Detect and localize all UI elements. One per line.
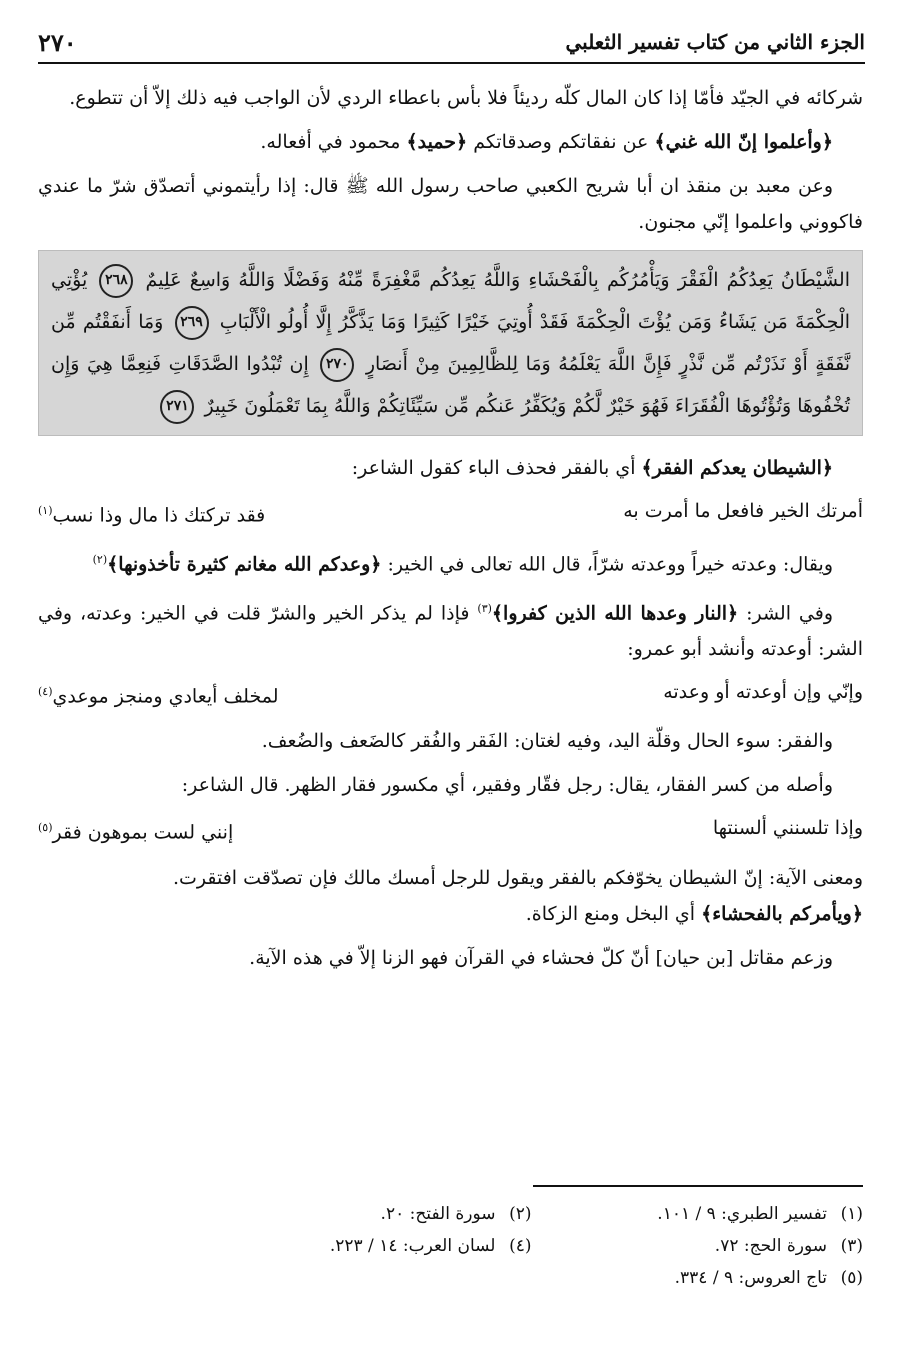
verse-second-half-text: فقد تركتك ذا مال وذا نسب bbox=[52, 504, 266, 527]
verse-first-half: وإنّي وإن أوعدته أو وعدته bbox=[663, 680, 863, 703]
footnote-item bbox=[532, 1262, 864, 1294]
poetry-verse bbox=[38, 494, 863, 532]
footnote-text: لسان العرب: ١٤ / ٢٢٣. bbox=[329, 1236, 496, 1256]
paragraph-text: وفي الشر: bbox=[738, 601, 834, 624]
footnote-number: (٥) bbox=[840, 1268, 863, 1288]
verse-text: الشَّيْطَانُ يَعِدُكُمُ الْفَقْرَ وَيَأْمُرُكُم بِالْفَحْشَاءِ وَاللَّهُ يَعِدُكُم مَّغْفِرَةً مِّنْهُ وَفَضْلًا وَاللَّهُ وَاسِعٌ عَلِيمٌ bbox=[145, 269, 850, 291]
verse-number-badge: ٢٧٠ bbox=[320, 348, 354, 382]
page-body bbox=[38, 80, 863, 984]
paragraph bbox=[38, 591, 863, 667]
paragraph-text: أي البخل ومنع الزكاة. bbox=[525, 902, 702, 925]
footnote-number: (٢) bbox=[509, 1204, 532, 1224]
footnote-ref: (٢) bbox=[92, 553, 108, 567]
verse-second-half bbox=[38, 811, 233, 849]
book-title: الجزء الثاني من كتاب تفسير الثعلبي bbox=[565, 30, 865, 54]
quran-citation: ﴿وأعلموا إنّ الله غني﴾ bbox=[654, 131, 833, 153]
quran-citation: ﴿النار وعدها الله الذين كفروا﴾ bbox=[491, 601, 739, 624]
footnote-row bbox=[200, 1230, 863, 1262]
footnote-number: (٤) bbox=[509, 1236, 532, 1256]
quran-citation: ﴿حميد﴾ bbox=[406, 131, 468, 153]
footnote-ref: (٣) bbox=[477, 601, 492, 615]
verse-second-half-text: إنني لست بموهون فقر bbox=[52, 821, 234, 844]
paragraph-text: أي بالفقر فحذف الباء كقول الشاعر: bbox=[351, 457, 642, 479]
footnote-item bbox=[532, 1230, 864, 1262]
verse-text: يُؤْتِي الْحِكْمَةَ مَن يَشَاءُ وَمَن يُؤْتَ الْحِكْمَةَ فَقَدْ أُوتِيَ خَيْرًا كَثِيرًا وَمَا يَذَّكَّرُ إِلَّا أُولُو الْأَلْبَابِ bbox=[51, 269, 851, 333]
poetry-verse bbox=[38, 811, 863, 849]
footnote-text: سورة الحج: ٧٢. bbox=[714, 1236, 827, 1256]
page-number: ٢٧٠ bbox=[38, 27, 77, 57]
quran-citation: ﴿وعدكم الله مغانم كثيرة تأخذونها﴾ bbox=[107, 553, 382, 576]
paragraph: شركائه في الجيّد فأمّا إذا كان المال كلّه رديئاً فلا بأس باعطاء الردي لأن الواجب فيه ذلك إلاّ أن تتطوع. bbox=[69, 87, 863, 109]
quran-citation: ﴿الشيطان يعدكم الفقر﴾ bbox=[641, 457, 833, 479]
footnotes-separator bbox=[533, 1185, 863, 1187]
paragraph-text: عن نفقاتكم وصدقاتكم bbox=[467, 131, 655, 153]
verse-number-badge: ٢٧١ bbox=[160, 390, 194, 424]
paragraph bbox=[38, 896, 863, 932]
footnote-ref: (٥) bbox=[38, 821, 53, 835]
verse-number-badge: ٢٦٩ bbox=[175, 306, 209, 340]
paragraph: ومعنى الآية: إنّ الشيطان يخوّفكم بالفقر ويقول للرجل أمسك مالك فإن تصدّقت افتقرت. bbox=[172, 866, 863, 889]
paragraph: وعن معبد بن منقذ ان أبا شريح الكعبي صاحب رسول الله ﷺ قال: إذا رأيتموني أتصدّق شرّ ما عندي فاكووني واعلموا إنّي مجنون. bbox=[38, 175, 863, 233]
footnote-row bbox=[200, 1262, 863, 1294]
footnote-number: (١) bbox=[840, 1204, 863, 1224]
footnote-ref: (١) bbox=[38, 504, 53, 517]
poetry-verse bbox=[38, 675, 863, 713]
paragraph bbox=[38, 450, 863, 486]
paragraph-text: محمود في أفعاله. bbox=[260, 131, 407, 153]
quran-passage-box bbox=[38, 250, 863, 436]
paragraph: وزعم مقاتل [بن حيان] أنّ كلّ فحشاء في القرآن فهو الزنا إلاّ في هذه الآية. bbox=[249, 946, 833, 969]
verse-second-half-text: لمخلف أيعادي ومنجز موعدي bbox=[52, 685, 279, 708]
paragraph bbox=[38, 542, 863, 582]
footnote-item bbox=[200, 1198, 532, 1230]
verse-text: وَمَا أَنفَقْتُم مِّن نَّفَقَةٍ أَوْ نَذَرْتُم مِّن نَّذْرٍ فَإِنَّ اللَّهَ يَعْلَمُهُ وَمَا لِلظَّالِمِينَ مِنْ أَنصَارٍ bbox=[51, 311, 850, 375]
verse-second-half bbox=[38, 675, 279, 713]
paragraph: وأصله من كسر الفقار، يقال: رجل فقّار وفقير، أي مكسور فقار الظهر. قال الشاعر: bbox=[181, 774, 833, 797]
verse-number-badge: ٢٦٨ bbox=[99, 264, 133, 298]
paragraph-text: ويقال: وعدته خيراً ووعدته شرّاً، قال الله تعالى في الخير: bbox=[381, 553, 833, 576]
footnote-item bbox=[200, 1230, 532, 1262]
verse-text: إِن تُبْدُوا الصَّدَقَاتِ فَنِعِمَّا هِيَ وَإِن تُخْفُوهَا وَتُؤْتُوهَا الْفُقَرَاءَ فَهُوَ خَيْرٌ لَّكُمْ وَيُكَفِّرُ عَنكُم مِّن سَيِّئَاتِكُمْ وَاللَّهُ بِمَا تَعْمَلُونَ خَبِيرٌ bbox=[51, 353, 850, 417]
verse-first-half: وإذا تلسنني ألسنتها bbox=[712, 817, 863, 840]
paragraph bbox=[38, 124, 863, 160]
page-header bbox=[38, 22, 865, 64]
footnote-text: تفسير الطبري: ٩ / ١٠١. bbox=[657, 1204, 827, 1224]
verse-second-half bbox=[38, 494, 265, 532]
footnote-text: تاج العروس: ٩ / ٣٣٤. bbox=[674, 1268, 827, 1288]
footnotes bbox=[200, 1198, 863, 1294]
footnote-item bbox=[532, 1198, 864, 1230]
footnote-ref: (٤) bbox=[38, 684, 53, 698]
footnote-number: (٣) bbox=[840, 1236, 863, 1256]
paragraph: والفقر: سوء الحال وقلّة اليد، وفيه لغتان: الفَقر والفُقر كالضَعف والضُعف. bbox=[261, 730, 833, 753]
footnote-row bbox=[200, 1198, 863, 1230]
paragraph-text: فإذا لم يذكر الخير والشرّ قلت في الخير: وعدته، وفي الشر: أوعدته وأنشد أبو عمرو: bbox=[38, 601, 863, 660]
quran-citation: ﴿ويأمركم بالفحشاء﴾ bbox=[701, 902, 863, 925]
verse-first-half: أمرتك الخير فافعل ما أمرت به bbox=[623, 500, 863, 522]
footnote-text: سورة الفتح: ٢٠. bbox=[380, 1204, 496, 1224]
